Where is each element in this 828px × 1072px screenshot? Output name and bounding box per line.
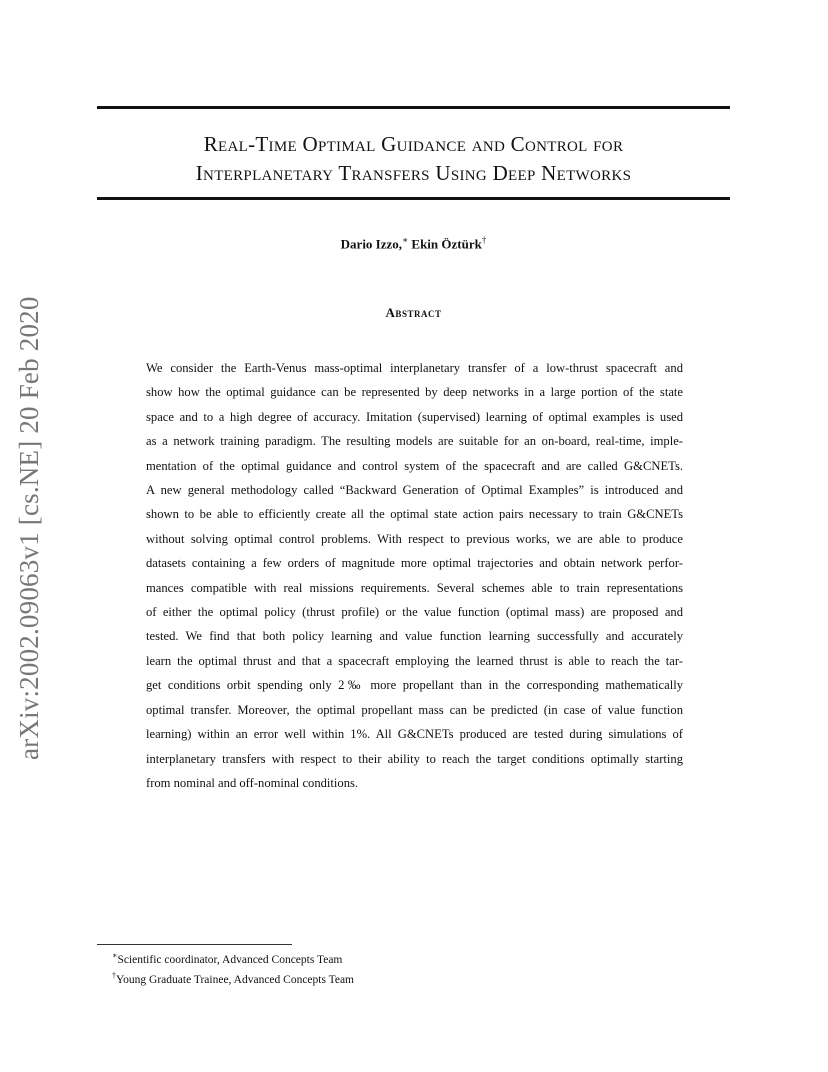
abstract-line: learn the optimal thrust and that a spacecraft employing the learned thrust is able to reach the tar- [146, 653, 683, 668]
abstract-line: optimal transfer. Moreover, the optimal propellant mass can be predicted (in case of value function [146, 702, 683, 717]
abstract-line: as a network training paradigm. The resulting models are suitable for an on-board, real-time, imple- [146, 434, 683, 449]
author-footnote-mark: ∗ [402, 235, 409, 245]
author-name: Ekin Öztürk [411, 236, 482, 252]
abstract-line: mances compatible with real missions requirements. Several schemes able to train representations [146, 580, 683, 595]
abstract-line: learning) within an error well within 1%. All G&CNETs produced are tested during simulations of [146, 727, 683, 742]
abstract-line: without solving optimal control problems. With respect to previous works, we are able to produce [146, 531, 683, 546]
abstract-line: shown to be able to efficiently create all the optimal state action pairs necessary to train G&CNETs [146, 507, 683, 522]
abstract-line: We consider the Earth-Venus mass-optimal interplanetary transfer of a low-thrust spacecraft and [146, 361, 683, 375]
title-line-2: Interplanetary Transfers Using Deep Networks [195, 161, 632, 185]
abstract-line: of either the optimal policy (thrust profile) or the value function (optimal mass) are proposed and [146, 605, 683, 620]
abstract-line: mentation of the optimal guidance and control system of the spacecraft and are called G&CNETs. [146, 458, 683, 473]
title-line-1: Real-Time Optimal Guidance and Control for [203, 132, 624, 156]
footnote-text: Young Graduate Trainee, Advanced Concepts Team [116, 973, 354, 986]
author-name: Dario Izzo, [340, 236, 403, 252]
abstract-body [146, 356, 683, 795]
author-footnote-mark: † [481, 235, 487, 245]
footnote-rule [97, 944, 292, 945]
abstract-line: get conditions orbit spending only 2‰ more propellant than in the corresponding mathematically [146, 678, 683, 693]
title-bottom-rule [97, 197, 730, 200]
footnote-text: Scientific coordinator, Advanced Concepts Team [117, 953, 343, 966]
footnote-mark: † [112, 970, 116, 980]
abstract-line: tested. We find that both policy learning and value function learning successfully and accurately [146, 629, 683, 644]
abstract-line: from nominal and off-nominal conditions. [146, 775, 359, 790]
abstract-heading: Abstract [385, 305, 442, 320]
footnote [112, 968, 354, 988]
title-top-rule [97, 106, 730, 109]
abstract-line: datasets containing a few orders of magnitude more optimal trajectories and obtain network perfor- [146, 556, 683, 571]
abstract-line: show how the optimal guidance can be represented by deep networks in a large portion of the state [146, 385, 683, 400]
footnote [112, 948, 354, 968]
abstract-line: A new general methodology called “Backward Generation of Optimal Examples” is introduced and [146, 483, 683, 498]
arxiv-identifier-stamp: arXiv:2002.09063v1 [cs.NE] 20 Feb 2020 [14, 296, 44, 760]
abstract-line: interplanetary transfers with respect to their ability to reach the target conditions optimally starting [146, 751, 683, 766]
author-list [97, 235, 730, 252]
footnotes [112, 948, 354, 988]
abstract-line: space and to a high degree of accuracy. Imitation (supervised) learning of optimal examples is used [146, 409, 683, 424]
footnote-mark: ∗ [112, 951, 118, 960]
paper-title [97, 130, 730, 188]
